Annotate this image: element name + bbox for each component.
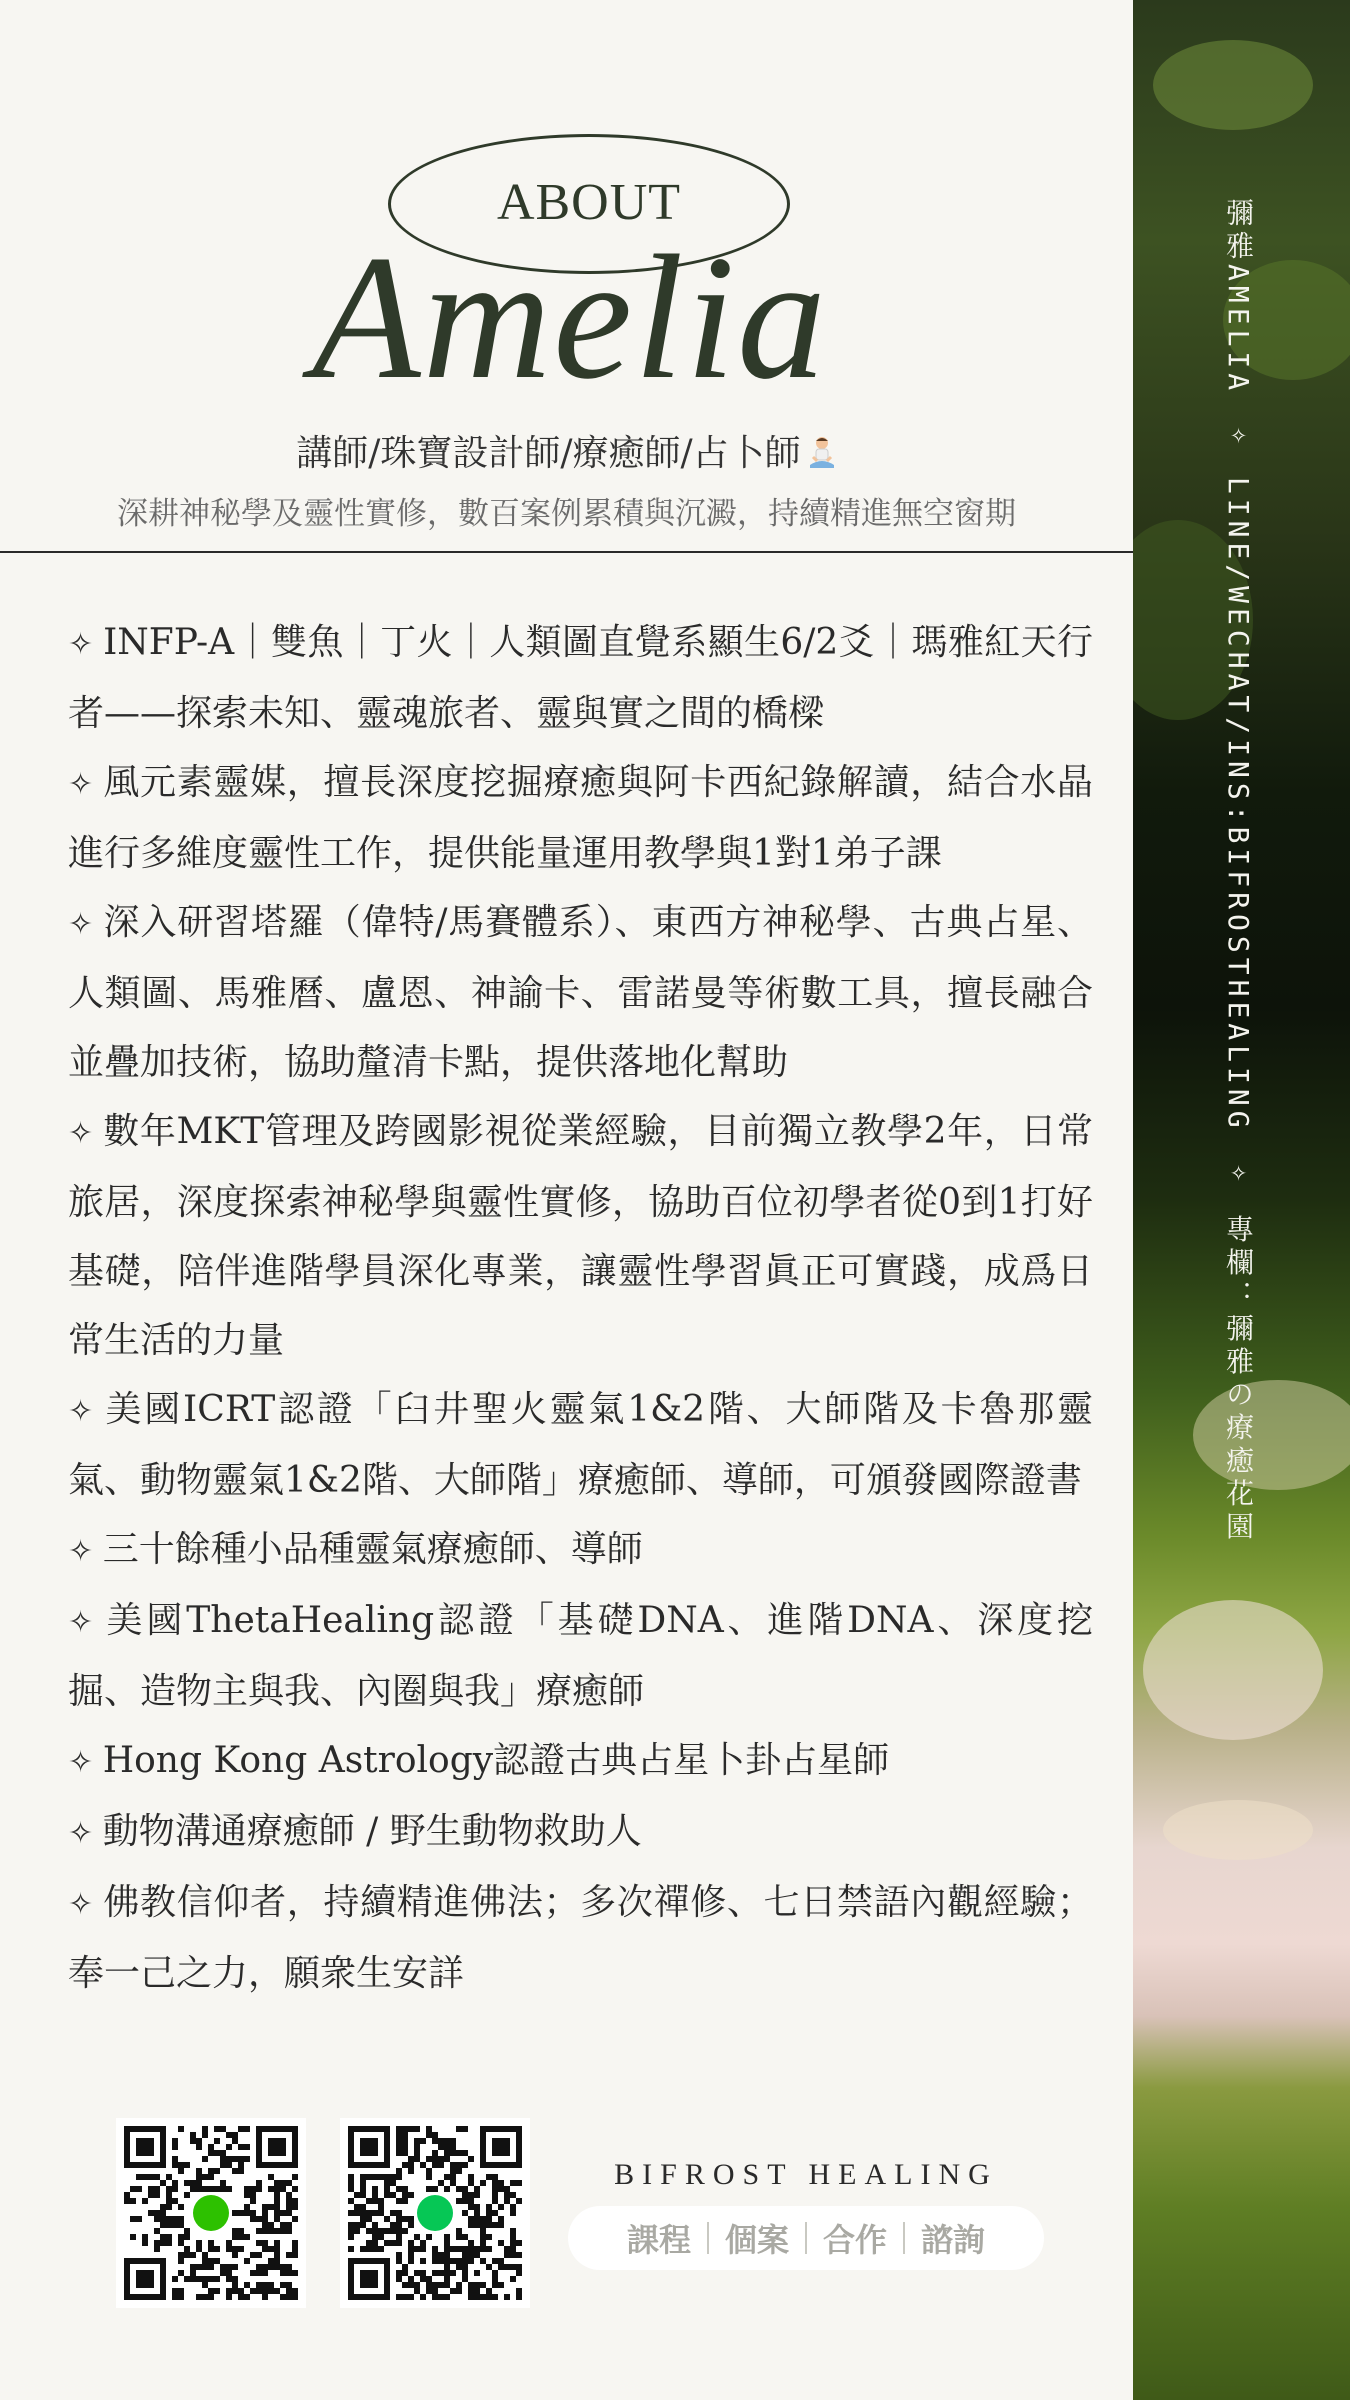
roles-line [0,425,1133,476]
divider [0,551,1133,553]
roles-text: 講師/珠寶設計師/療癒師/占卜師 [296,433,801,474]
bio-item: ✧ 佛教信仰者，持續精進佛法；多次禪修、七日禁語內觀經驗；奉一己之力，願衆生安詳 [68,1868,1093,2008]
separator [805,2222,807,2254]
bio-item: ✧ 動物溝通療癒師 / 野生動物救助人 [68,1797,1093,1868]
book-shape [1163,1800,1313,1860]
service-collab[interactable]: 合作 [823,2221,888,2259]
bio-item: ✧ Hong Kong Astrology認證古典占星卜卦占星師 [68,1726,1093,1797]
bio-item: ✧ INFP-A｜雙魚｜丁火｜人類圖直覺系顯生6/2爻｜瑪雅紅天行者——探索未知、靈魂旅者、靈與實之間的橋樑 [68,608,1093,748]
line-icon [348,2126,522,2300]
wechat-qr-code[interactable] [116,2118,306,2308]
separator [903,2222,905,2254]
name-title: Amelia [311,218,829,416]
foliage-shape [1153,40,1313,130]
foliage-shape [1193,1380,1350,1490]
brand-name: BIFROST HEALING [614,2158,998,2191]
bio-item: ✧ 風元素靈媒，擅長深度挖掘療癒與阿卡西紀錄解讀，結合水晶進行多維度靈性工作，提供能量運用教學與1對1弟子課 [68,748,1093,888]
blanket-shape [1143,1600,1323,1740]
bio-list [68,608,1093,2008]
bio-item: ✧ 美國ICRT認證「臼井聖火靈氣1&2階、大師階及卡魯那靈氣、動物靈氣1&2階、大師階」療癒師、導師，可頒發國際證書 [68,1375,1093,1515]
service-case[interactable]: 個案 [724,2221,789,2259]
bio-item: ✧ 數年MKT管理及跨國影視從業經驗，目前獨立教學2年，日常旅居，深度探索神秘學與靈性實修，協助百位初學者從0到1打好基礎，陪伴進階學員深化專業，讓靈性學習眞正可實踐，成爲日常生活的力量 [68,1097,1093,1375]
sidebar-caption: 彌雅AMELIA ✧ LINE/WECHAT/INS:BIFROSTHEALING ✧ 專欄：彌雅の療癒花園 [1222,198,1255,1545]
service-consult[interactable]: 諮詢 [921,2221,986,2259]
separator [707,2222,709,2254]
bio-item: ✧ 美國ThetaHealing認證「基礎DNA、進階DNA、深度挖掘、造物主與我、內圈與我」療癒師 [68,1586,1093,1726]
tagline: 深耕神秘學及靈性實修，數百案例累積與沉澱，持續精進無空窗期 [117,496,1016,532]
bio-item: ✧ 三十餘種小品種靈氣療癒師、導師 [68,1515,1093,1586]
wechat-icon [124,2126,298,2300]
services-pill [568,2206,1044,2270]
line-qr-code[interactable] [340,2118,530,2308]
about-heading: ABOUT [496,173,682,231]
meditating-person-icon [807,435,837,469]
bio-item: ✧ 深入研習塔羅（偉特/馬賽體系）、東西方神秘學、古典占星、人類圖、馬雅曆、盧恩、神諭卡、雷諾曼等術數工具，擅長融合並疊加技術，協助釐清卡點，提供落地化幫助 [68,888,1093,1097]
service-course[interactable]: 課程 [626,2221,691,2259]
